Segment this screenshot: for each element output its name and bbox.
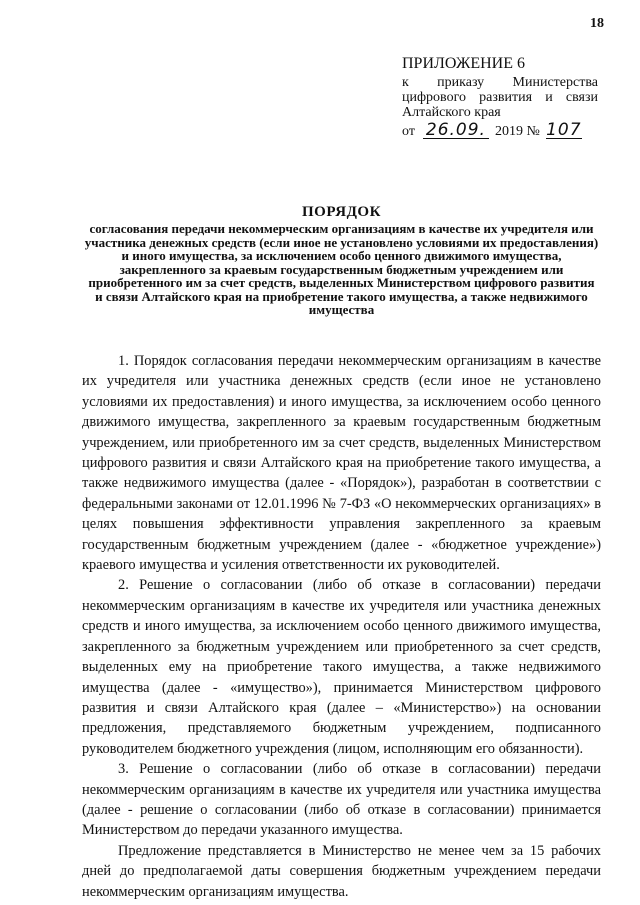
appendix-order-line: к приказу Министерства bbox=[402, 75, 598, 90]
date-prefix: от bbox=[402, 124, 415, 139]
document-title-block bbox=[84, 204, 599, 317]
paragraph-4: Предложение представляется в Министерство не менее чем за 15 рабочих дней до предполагаемой даты совершения бюджетным учреждением передачи некоммерческим организациям имущества. bbox=[82, 842, 601, 900]
appendix-ministry-line: цифрового развития и связи bbox=[402, 90, 598, 105]
document-subtitle: согласования передачи некоммерческим организациям в качестве их учредителя или участника денежных средств (если иное не установлено условиями их предоставления) и иного имущества, за исключением особо ценного движимого имущества, закрепленного за краевым государственным бюджетным учреждением или приобретенного им за счет средств, выделенных Министерством цифрового развития и связи Алтайского края на приобретение такого имущества, а также недвижимого имущества bbox=[84, 221, 599, 317]
appendix-header bbox=[402, 56, 598, 139]
handwritten-order-number: 107 bbox=[546, 120, 582, 140]
paragraph-2: 2. Решение о согласовании (либо об отказе в согласовании) передачи некоммерческим организациям в качестве их учредителя или участника денежных средств и иного имущества, за исключением особо ценного движимого имущества, закрепленного за бюджетным учреждением или приобретенного за счет средств, выделенных ему на приобретение такого имущества, а также недвижимого имущества (далее - «имущество»), принимается Министерством цифрового развития и связи Алтайского края (далее – «Министерство») на основании предложения, представляемого бюджетным учреждением, подписанного руководителем бюджетного учреждения (лицом, исполняющим его обязанности). bbox=[82, 577, 601, 757]
order-year: 2019 № bbox=[494, 124, 540, 139]
appendix-title: ПРИЛОЖЕНИЕ 6 bbox=[402, 55, 526, 72]
page-number: 18 bbox=[590, 16, 604, 31]
paragraph-1: 1. Порядок согласования передачи некоммерческим организациям в качестве их учредителя или участника денежных средств (если иное не установлено условиями их предоставления) и иного имущества, за исключением особо ценного движимого имущества, закрепленного за краевым государственным бюджетным учреждением, или приобретенного им за счет средств, выделенных Министерством цифрового развития и связи Алтайского края на приобретение такого имущества, а также недвижимого имущества (далее - «Порядок»), разработан в соответствии с федеральными законами от 12.01.1996 № 7-ФЗ «О некоммерческих организациях» в целях повышения эффективности управления закрепленного за краевым государственным бюджетным учреждением (далее - «бюджетное учреждение») краевого имущества и усиления ответственности их руководителей. bbox=[82, 353, 601, 574]
appendix-date-row bbox=[402, 122, 598, 139]
appendix-region-line: Алтайского края bbox=[402, 105, 501, 120]
paragraph-3: 3. Решение о согласовании (либо об отказе в согласовании) передачи некоммерческим организациям в качестве их учредителя или участника имущества (далее - решение о согласовании (либо об отказе в согласовании) принимается Министерством до передачи указанного имущества. bbox=[82, 761, 601, 839]
document-body bbox=[82, 351, 601, 902]
handwritten-date: 26.09. bbox=[423, 122, 489, 139]
document-title: ПОРЯДОК bbox=[302, 204, 381, 220]
